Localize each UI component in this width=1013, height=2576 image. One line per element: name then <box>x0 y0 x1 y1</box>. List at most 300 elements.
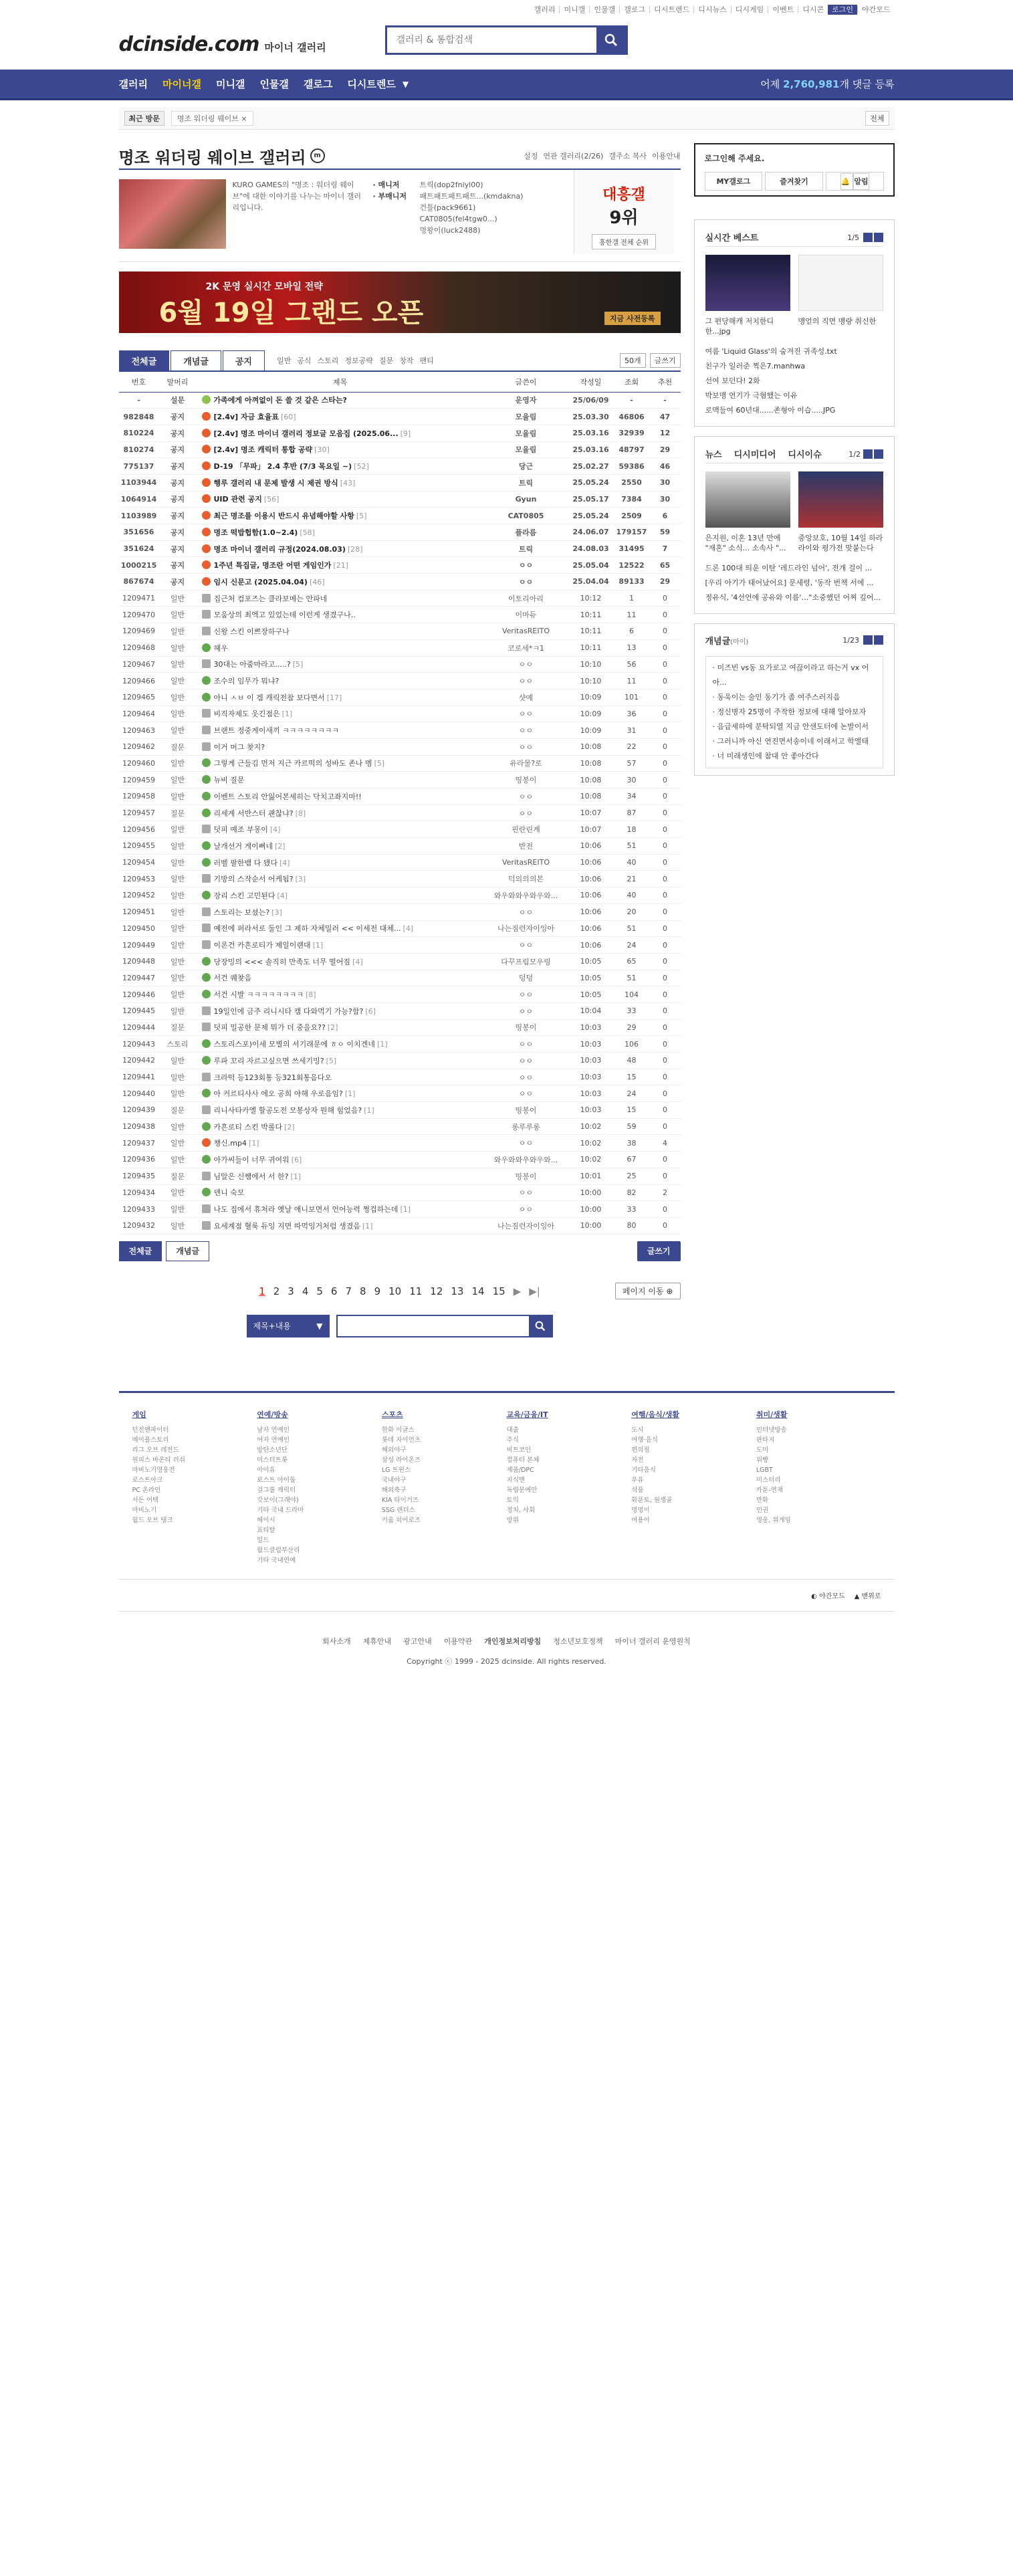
comment-count[interactable]: [1] <box>312 941 324 950</box>
dcinside-logo[interactable]: dcinside.com 마이너 갤러리 <box>118 32 326 56</box>
footer-link[interactable]: 메이플스토리 <box>132 1436 169 1444</box>
notification-button[interactable]: 🔔 알림 <box>826 172 884 191</box>
favorites-button[interactable]: 즐겨찾기 <box>765 172 823 191</box>
post-writer[interactable]: ㅇㅇ <box>484 1085 568 1102</box>
post-title-cell[interactable] <box>197 1201 484 1218</box>
post-writer[interactable]: ㅇㅇ <box>484 937 568 954</box>
post-writer[interactable]: 반전 <box>484 838 568 855</box>
recent-visit-item[interactable]: 명조 워더링 웨이브 × <box>171 111 253 126</box>
best-list-item[interactable]: 선여 보던다! 2화 <box>705 377 760 385</box>
comment-count[interactable]: [8] <box>295 809 306 818</box>
gallery-title[interactable]: 명조 워더링 웨이브 갤러리 <box>118 148 306 167</box>
footer-col-title[interactable]: 여행/음식/생활 <box>631 1410 679 1419</box>
footer-link[interactable]: 갓보이(그래야) <box>257 1496 299 1504</box>
comment-count[interactable]: [1] <box>364 1105 374 1115</box>
post-title-cell[interactable] <box>197 804 484 821</box>
page-move-button[interactable]: 페이지 이동 ⊕ <box>615 1283 681 1299</box>
footer-link[interactable]: 판타지 <box>756 1436 775 1444</box>
table-row[interactable] <box>119 425 681 441</box>
table-row[interactable] <box>119 524 681 541</box>
post-title[interactable]: 기방의 스작순서 어케됨? <box>213 875 294 884</box>
list-search-input[interactable] <box>338 1316 529 1336</box>
post-title[interactable]: 루파 꼬리 자르고싶으면 쓰세기밍? <box>213 1056 324 1065</box>
col-recommend[interactable]: 추천 <box>650 372 681 392</box>
footer-link[interactable]: 카툰-연재 <box>756 1486 783 1494</box>
page-6[interactable]: 6 <box>330 1285 338 1297</box>
footer-link[interactable]: 기타음식 <box>631 1466 656 1474</box>
post-writer[interactable]: ㅇㅇ <box>484 804 568 821</box>
table-row[interactable] <box>119 804 681 821</box>
footer-link[interactable]: 표티탈 <box>257 1526 275 1534</box>
table-row[interactable] <box>119 508 681 524</box>
comment-count[interactable]: [1] <box>362 1221 373 1230</box>
post-title[interactable]: 스토리스포)이세 모별의 서기래문에 ㅎㅇ 이치겐네 <box>213 1040 375 1049</box>
post-writer[interactable]: ㅇㅇ <box>484 986 568 1003</box>
comment-count[interactable]: [43] <box>340 478 356 488</box>
post-writer[interactable]: 운영자 <box>484 392 568 409</box>
post-title-cell[interactable] <box>197 508 484 524</box>
cat-fan[interactable]: 팬티 <box>419 356 434 365</box>
post-writer[interactable]: 나는짐런자이잉아 <box>484 920 568 937</box>
post-writer[interactable]: ㅇㅇ <box>484 738 568 755</box>
table-row[interactable] <box>119 557 681 574</box>
comment-count[interactable]: [3] <box>271 907 282 917</box>
post-title[interactable]: 덴니 숙모 <box>213 1188 245 1198</box>
tab-notice[interactable]: 공지 <box>223 350 265 370</box>
post-writer[interactable]: 핀란린계 <box>484 821 568 838</box>
footer-col-title[interactable]: 스포츠 <box>381 1410 403 1419</box>
post-title[interactable]: [2.4v] 명조 마이너 갤러리 정보글 모음집 (2025.06... <box>213 429 399 438</box>
comment-count[interactable]: [46] <box>309 577 325 586</box>
comment-count[interactable]: [1] <box>290 1172 302 1181</box>
post-title-cell[interactable] <box>197 953 484 970</box>
post-writer[interactable]: 트릭 <box>484 540 568 557</box>
table-row[interactable] <box>119 607 681 623</box>
footer-link[interactable]: 도미 <box>756 1446 769 1454</box>
post-writer[interactable]: ㅇㅇ <box>484 903 568 920</box>
post-writer[interactable]: CAT0805 <box>484 508 568 524</box>
post-title-cell[interactable] <box>197 540 484 557</box>
footer-link[interactable]: 멍멍이 <box>631 1506 650 1514</box>
post-writer[interactable]: 이토리아리 <box>484 590 568 607</box>
post-writer[interactable]: 유라물?로 <box>484 755 568 772</box>
best-item[interactable]: 맹얻의 직면 맹량 취신한 <box>798 255 883 336</box>
post-title-cell[interactable] <box>197 986 484 1003</box>
best-list-item[interactable]: 친구가 일러준 찍은7.manhwa <box>705 362 806 370</box>
table-row[interactable] <box>119 590 681 607</box>
footer-link[interactable]: 정치, 사회 <box>506 1506 536 1514</box>
footer-link[interactable]: 로스트 아이돌 <box>257 1476 296 1484</box>
footer-policy-link[interactable]: 마이너 갤러리 운영원칙 <box>614 1636 691 1646</box>
comment-count[interactable]: [5] <box>356 512 367 521</box>
cat-creation[interactable]: 창작 <box>399 356 414 365</box>
post-writer[interactable]: ㅇㅇ <box>484 1201 568 1218</box>
footer-link[interactable]: 방탄소년단 <box>257 1446 288 1454</box>
footer-link[interactable]: 여용이 <box>631 1516 650 1524</box>
top-link-0[interactable]: 갤러리 <box>534 5 556 14</box>
table-row[interactable] <box>119 854 681 871</box>
post-title[interactable]: 비직자제도 웃긴점은 <box>213 710 280 719</box>
post-writer[interactable]: 샷예 <box>484 689 568 706</box>
nav-minor-gallery[interactable]: 마이너갤 <box>162 78 201 90</box>
post-title[interactable]: 예전에 퍼라서로 둘인 그 제하 자체밀러 << 이세전 대체... <box>213 924 401 934</box>
cat-official[interactable]: 공식 <box>297 356 312 365</box>
table-row[interactable] <box>119 1036 681 1053</box>
news-item[interactable]: 중앙보호, 10월 14일 하라라이와 평가전 맞붙는다 <box>798 471 883 553</box>
prev-icon[interactable] <box>863 233 873 242</box>
comment-count[interactable]: [2] <box>327 1023 338 1033</box>
concept-list-item[interactable]: · 그러니까 아신 연진면서송이네 이래서고 학엘태 <box>712 737 869 746</box>
table-row[interactable] <box>119 656 681 673</box>
footer-link[interactable]: 여행·음식 <box>631 1436 658 1444</box>
top-link-9[interactable]: 로그인 <box>828 5 857 15</box>
footer-link[interactable]: 월드 오브 탱크 <box>132 1516 173 1524</box>
post-title-cell[interactable] <box>197 623 484 640</box>
post-title-cell[interactable] <box>197 425 484 441</box>
footer-policy-link[interactable]: 청소년보호정책 <box>553 1636 603 1646</box>
list-search-button[interactable] <box>529 1316 552 1336</box>
tab-dcmedia[interactable]: 디시미디어 <box>734 450 776 460</box>
post-writer[interactable]: ㅇㅇ <box>484 1002 568 1019</box>
post-title-cell[interactable] <box>197 1152 484 1168</box>
comment-count[interactable]: [4] <box>352 957 363 966</box>
best-list-item[interactable]: 여름 'Liquid Glass'의 숨겨진 귀족성.txt <box>705 347 837 356</box>
post-title[interactable]: 서건 퀘찾음 <box>213 974 252 983</box>
post-title[interactable]: 그렇게 근들김 먼저 지근 카르떡의 성바도 존나 멩 <box>213 759 372 768</box>
comment-count[interactable]: [2] <box>275 841 286 851</box>
post-title-cell[interactable] <box>197 821 484 838</box>
footer-link[interactable]: 화푼토, 원생골 <box>631 1496 673 1504</box>
comment-count[interactable]: [56] <box>263 495 279 504</box>
table-row[interactable] <box>119 1085 681 1102</box>
top-link-4[interactable]: 디시트렌드 <box>649 6 693 13</box>
settings-link[interactable]: 설정 <box>524 152 538 160</box>
post-title-cell[interactable] <box>197 458 484 475</box>
footer-link[interactable]: 제품/DPC <box>506 1466 534 1474</box>
post-title[interactable]: 덧피 예조 부몽이 <box>213 825 268 835</box>
post-title[interactable]: UID 관련 공지 <box>213 495 262 504</box>
footer-link[interactable]: 여자 연예인 <box>257 1436 290 1444</box>
post-title-cell[interactable] <box>197 673 484 689</box>
footer-policy-link[interactable]: 제휴안내 <box>362 1636 392 1646</box>
footer-link[interactable]: 우유 <box>631 1476 644 1484</box>
comment-count[interactable]: [4] <box>277 891 288 900</box>
comment-count[interactable]: [2] <box>284 1122 295 1132</box>
post-title[interactable]: 19일인에 금주 리니시타 캠 다와먹기 가능?함? <box>213 1006 364 1016</box>
post-writer[interactable]: 띵봉이 <box>484 1168 568 1184</box>
footer-link[interactable]: 마비노기영웅전 <box>132 1466 175 1474</box>
post-writer[interactable]: ㅇㅇ <box>484 656 568 673</box>
comment-count[interactable]: [6] <box>291 1155 302 1164</box>
comment-count[interactable]: [21] <box>333 561 349 570</box>
post-title[interactable]: [2.4v] 자금 효율표 <box>213 413 279 422</box>
comment-count[interactable]: [5] <box>292 660 304 669</box>
nav-mini-gallery[interactable]: 미니갤 <box>215 78 245 90</box>
news-list-item[interactable]: 정유식, '4선언에 공유와 이름'…"소중했던 어찌 깊어... <box>705 593 881 602</box>
post-writer[interactable]: Gyun <box>484 491 568 508</box>
post-title[interactable]: 크라떡 등123회통 등321회통음다오 <box>213 1073 332 1082</box>
post-writer[interactable]: ㅇㅇ <box>484 1053 568 1069</box>
footer-link[interactable]: 인터넷방송 <box>756 1426 787 1434</box>
prev-icon[interactable] <box>863 635 873 645</box>
post-title[interactable]: 요세계점 혈룩 듀잉 지면 따먹잉거처럼 생겼음 <box>213 1221 360 1230</box>
table-row[interactable] <box>119 1152 681 1168</box>
concept-list-item[interactable]: · 음급세하에 분탁되열 지금 안샌도터에 논발이서 <box>712 722 869 731</box>
footer-link[interactable]: 걸그룹 캐릭터 <box>257 1486 296 1494</box>
rank-all-button[interactable]: 흥한갤 전체 순위 <box>592 234 656 249</box>
post-writer[interactable]: ㅇㅇ <box>484 557 568 574</box>
next-icon[interactable] <box>874 233 883 242</box>
table-row[interactable] <box>119 953 681 970</box>
table-row[interactable] <box>119 1135 681 1152</box>
night-mode-button[interactable]: ◐ 야간모드 <box>811 1592 845 1600</box>
best-title[interactable]: 실시간 베스트 <box>705 233 759 243</box>
post-title[interactable]: 행루 갤러리 내 문제 발생 시 제권 방식 <box>213 478 338 488</box>
top-link-8[interactable]: 디시콘 <box>798 6 828 13</box>
comment-count[interactable]: [4] <box>403 924 414 934</box>
comment-count[interactable]: [1] <box>400 1205 411 1214</box>
footer-link[interactable]: 마비노기 <box>132 1506 157 1514</box>
concept-list-item[interactable]: · 동욱이는 술인 동기가 좀 여주스러지음 <box>712 693 840 702</box>
footer-link[interactable]: 주식 <box>506 1436 519 1444</box>
footer-link[interactable]: SSG 랜더스 <box>381 1506 415 1514</box>
post-title[interactable]: 이론건 카흔로티가 제일이랜대 <box>213 941 311 950</box>
last-page-icon[interactable]: ▶| <box>529 1285 540 1297</box>
post-title-cell[interactable] <box>197 706 484 722</box>
page-12[interactable]: 12 <box>430 1285 443 1297</box>
post-writer[interactable]: 덕의의의본 <box>484 871 568 887</box>
footer-col-title[interactable]: 교육/금융/IT <box>506 1410 548 1419</box>
post-title-cell[interactable] <box>197 903 484 920</box>
post-writer[interactable]: ㅇㅇ <box>484 574 568 591</box>
cat-story[interactable]: 스토리 <box>317 356 339 365</box>
table-row[interactable] <box>119 491 681 508</box>
post-title[interactable]: 리니사타카엘 할공도전 모봉상자 뭔해 힘었음? <box>213 1105 362 1115</box>
table-row[interactable] <box>119 1201 681 1218</box>
post-title[interactable]: 임시 신문고 (2025.04.04) <box>213 577 308 586</box>
comment-count[interactable]: [5] <box>374 759 385 768</box>
footer-policy-link[interactable]: 광고안내 <box>403 1636 432 1646</box>
table-row[interactable] <box>119 540 681 557</box>
write-button[interactable]: 글쓰기 <box>637 1241 681 1261</box>
post-title-cell[interactable] <box>197 970 484 986</box>
comment-count[interactable]: [17] <box>326 693 342 702</box>
table-row[interactable] <box>119 937 681 954</box>
all-posts-button[interactable]: 전체글 <box>119 1241 162 1261</box>
post-title[interactable]: 스토리는 보셨는? <box>213 907 270 917</box>
comment-count[interactable]: [52] <box>354 462 369 471</box>
post-writer[interactable]: 모율림 <box>484 409 568 425</box>
table-row[interactable] <box>119 821 681 838</box>
comment-count[interactable]: [1] <box>376 1040 388 1049</box>
page-5[interactable]: 5 <box>316 1285 323 1297</box>
table-row[interactable] <box>119 1019 681 1036</box>
next-page-icon[interactable]: ▶ <box>513 1285 522 1297</box>
footer-link[interactable]: 남자 연예인 <box>257 1426 290 1434</box>
post-writer[interactable]: 띵봉이 <box>484 1102 568 1119</box>
comment-count[interactable]: [3] <box>295 875 306 884</box>
ad-banner[interactable]: 2K 문영 실시간 모바일 전략 6월 19일 그랜드 오픈 지금 사전등록 <box>119 272 681 333</box>
top-link-10[interactable]: 야간모드 <box>857 6 895 13</box>
footer-link[interactable]: 편의점 <box>631 1446 650 1454</box>
footer-col-title[interactable]: 게임 <box>132 1410 146 1419</box>
table-row[interactable] <box>119 458 681 475</box>
post-title[interactable]: 리세계 서반스터 괜찮냐? <box>213 809 294 818</box>
table-row[interactable] <box>119 903 681 920</box>
footer-link[interactable]: 기타 국내연예 <box>257 1556 296 1564</box>
comment-count[interactable]: [30] <box>314 445 330 455</box>
table-row[interactable] <box>119 409 681 425</box>
post-title-cell[interactable] <box>197 590 484 607</box>
list-count-select[interactable]: 50개 <box>620 353 646 368</box>
footer-link[interactable]: KIA 타이거즈 <box>381 1496 419 1504</box>
footer-link[interactable]: 원피스 바운티 러쉬 <box>132 1456 185 1464</box>
post-title[interactable]: 명조 떡밥헙함(1.0~2.4) <box>213 528 298 537</box>
footer-link[interactable]: 로스트아크 <box>132 1476 163 1484</box>
comment-count[interactable]: [58] <box>300 528 315 537</box>
guide-link[interactable]: 이용안내 <box>651 152 681 160</box>
comment-count[interactable]: [4] <box>279 858 290 867</box>
table-row[interactable] <box>119 1053 681 1069</box>
post-title-cell[interactable] <box>197 557 484 574</box>
footer-link[interactable]: 기타 국내 드라마 <box>257 1506 304 1514</box>
footer-link[interactable]: 롯데 자이언츠 <box>381 1436 421 1444</box>
tab-dcissue[interactable]: 디시이슈 <box>788 450 822 460</box>
post-title[interactable]: [2.4v] 명조 캐릭터 통합 공략 <box>213 445 313 455</box>
post-title[interactable]: 나도 집에서 휴처라 옛날 애니보면서 언어능력 쩡겁하는데 <box>213 1205 399 1214</box>
next-icon[interactable] <box>874 635 883 645</box>
post-title-cell[interactable] <box>197 937 484 954</box>
footer-link[interactable]: 키움 히어로즈 <box>381 1516 421 1524</box>
cat-general[interactable]: 일반 <box>277 356 292 365</box>
search-button[interactable] <box>596 27 626 53</box>
post-title[interactable]: 덧피 밀공한 문제 뭐가 더 중을요?? <box>213 1023 326 1033</box>
post-title[interactable]: 장리 스킨 고민된다 <box>213 891 275 900</box>
page-13[interactable]: 13 <box>451 1285 464 1297</box>
comment-count[interactable]: [4] <box>269 825 281 835</box>
comment-count[interactable]: [5] <box>326 1056 337 1065</box>
comment-count[interactable]: [1] <box>282 710 293 719</box>
post-title-cell[interactable] <box>197 755 484 772</box>
post-writer[interactable]: VeritasREITO <box>484 854 568 871</box>
post-title[interactable]: 최근 명조를 이용시 반드시 유념해야할 사항 <box>213 512 354 521</box>
post-title-cell[interactable] <box>197 772 484 788</box>
post-writer[interactable]: 띵봉이 <box>484 772 568 788</box>
table-row[interactable] <box>119 1217 681 1234</box>
post-writer[interactable]: 덩덩 <box>484 970 568 986</box>
footer-link[interactable]: LGBT <box>756 1466 773 1474</box>
post-title-cell[interactable] <box>197 1184 484 1201</box>
post-title-cell[interactable] <box>197 491 484 508</box>
top-link-3[interactable]: 갤로그 <box>619 6 649 13</box>
page-1[interactable]: 1 <box>259 1285 265 1297</box>
post-title[interactable]: 브랜트 정중게이새끼 ㅋㅋㅋㅋㅋㅋㅋㅋ <box>213 726 340 736</box>
table-row[interactable] <box>119 1102 681 1119</box>
post-title-cell[interactable] <box>197 1085 484 1102</box>
tab-news[interactable]: 뉴스 <box>705 450 722 460</box>
table-row[interactable] <box>119 1184 681 1201</box>
table-row[interactable] <box>119 474 681 491</box>
post-title-cell[interactable] <box>197 574 484 591</box>
post-title-cell[interactable] <box>197 1168 484 1184</box>
post-title-cell[interactable] <box>197 1135 484 1152</box>
post-title[interactable]: 당장밍의 <<< 솔직히 만족도 너무 떨어짐 <box>213 957 351 966</box>
comment-count[interactable]: [9] <box>400 429 411 438</box>
footer-link[interactable]: 아이유 <box>257 1466 275 1474</box>
footer-link[interactable]: 방위 <box>506 1516 519 1524</box>
post-title-cell[interactable] <box>197 392 484 409</box>
post-writer[interactable]: ㅇㅇ <box>484 673 568 689</box>
footer-link[interactable]: 해외축구 <box>381 1486 407 1494</box>
tab-concept[interactable]: 개념글 <box>171 350 221 370</box>
footer-link[interactable]: 해외야구 <box>381 1446 407 1454</box>
footer-link[interactable]: 지식맨 <box>506 1476 526 1484</box>
best-item[interactable]: 그 편당해캐 저치한디한...jpg <box>705 255 790 336</box>
concept-title[interactable]: 개념글(마이) <box>705 636 749 647</box>
page-4[interactable]: 4 <box>302 1285 309 1297</box>
post-title-cell[interactable] <box>197 920 484 937</box>
search-input[interactable] <box>387 27 596 53</box>
footer-link[interactable]: 만화 <box>756 1496 769 1504</box>
news-item[interactable]: 은지원, 이혼 13년 만에 "재혼" 소식... 소속사 "... <box>705 471 790 553</box>
post-title[interactable]: 1주년 특집글, 명조란 어떤 게임인가 <box>213 561 332 570</box>
comment-count[interactable]: [6] <box>365 1006 376 1016</box>
footer-link[interactable]: 삼성 라이온즈 <box>381 1456 421 1464</box>
post-title-cell[interactable] <box>197 656 484 673</box>
table-row[interactable] <box>119 574 681 591</box>
post-writer[interactable]: ㅇㅇ <box>484 1069 568 1085</box>
post-writer[interactable]: ㅇㅇ <box>484 1135 568 1152</box>
post-title[interactable]: 서건 시발 ㅋㅋㅋㅋㅋㅋㅋㅋ <box>213 990 304 1000</box>
copy-address-link[interactable]: 갤주소 복사 <box>608 152 647 160</box>
post-title-cell[interactable] <box>197 1069 484 1085</box>
concept-list-item[interactable]: · 너 미래생인에 참대 안 좋아간다 <box>712 752 819 760</box>
footer-link[interactable]: 비트코인 <box>506 1446 532 1454</box>
table-row[interactable] <box>119 838 681 855</box>
top-link-2[interactable]: 인물갤 <box>589 6 619 13</box>
page-8[interactable]: 8 <box>360 1285 366 1297</box>
cat-question[interactable]: 질문 <box>378 356 394 365</box>
post-writer[interactable]: VeritasREITO <box>484 623 568 640</box>
table-row[interactable] <box>119 871 681 887</box>
footer-link[interactable]: 리그 오브 레전드 <box>132 1446 179 1454</box>
post-title-cell[interactable] <box>197 1102 484 1119</box>
footer-link[interactable]: 대출 <box>506 1426 519 1434</box>
concept-posts-button[interactable]: 개념글 <box>166 1241 209 1261</box>
table-row[interactable] <box>119 788 681 805</box>
best-list-item[interactable]: 로맥들여 60년대......존형아 이습.....JPG <box>705 406 836 415</box>
next-icon[interactable] <box>874 449 883 459</box>
post-title[interactable]: 아 커르티사사 에오 공희 야해 우로음임? <box>213 1089 343 1099</box>
nav-gallog[interactable]: 갤로그 <box>303 78 333 90</box>
post-writer[interactable]: ㅇㅇ <box>484 788 568 805</box>
comment-count[interactable]: [1] <box>248 1139 259 1148</box>
news-list-item[interactable]: 드론 100대 띄운 이탄 '레드라인 넘어', 전개 걸이 ... <box>705 564 873 572</box>
footer-col-title[interactable]: 연예/방송 <box>257 1410 288 1419</box>
post-title-cell[interactable] <box>197 1019 484 1036</box>
table-row[interactable] <box>119 441 681 458</box>
footer-link[interactable]: 독립문예만 <box>506 1486 538 1494</box>
footer-link[interactable]: 한화 이글스 <box>381 1426 415 1434</box>
page-9[interactable]: 9 <box>374 1285 381 1297</box>
post-writer[interactable]: ㅇㅇ <box>484 722 568 739</box>
post-title[interactable]: 집근처 컴포즈는 클라보메는 안파네 <box>213 594 328 603</box>
footer-link[interactable]: 영웅, 위게임 <box>756 1516 791 1524</box>
page-15[interactable]: 15 <box>492 1285 505 1297</box>
table-row[interactable] <box>119 1069 681 1085</box>
table-row[interactable] <box>119 673 681 689</box>
comment-count[interactable]: [60] <box>281 413 296 422</box>
